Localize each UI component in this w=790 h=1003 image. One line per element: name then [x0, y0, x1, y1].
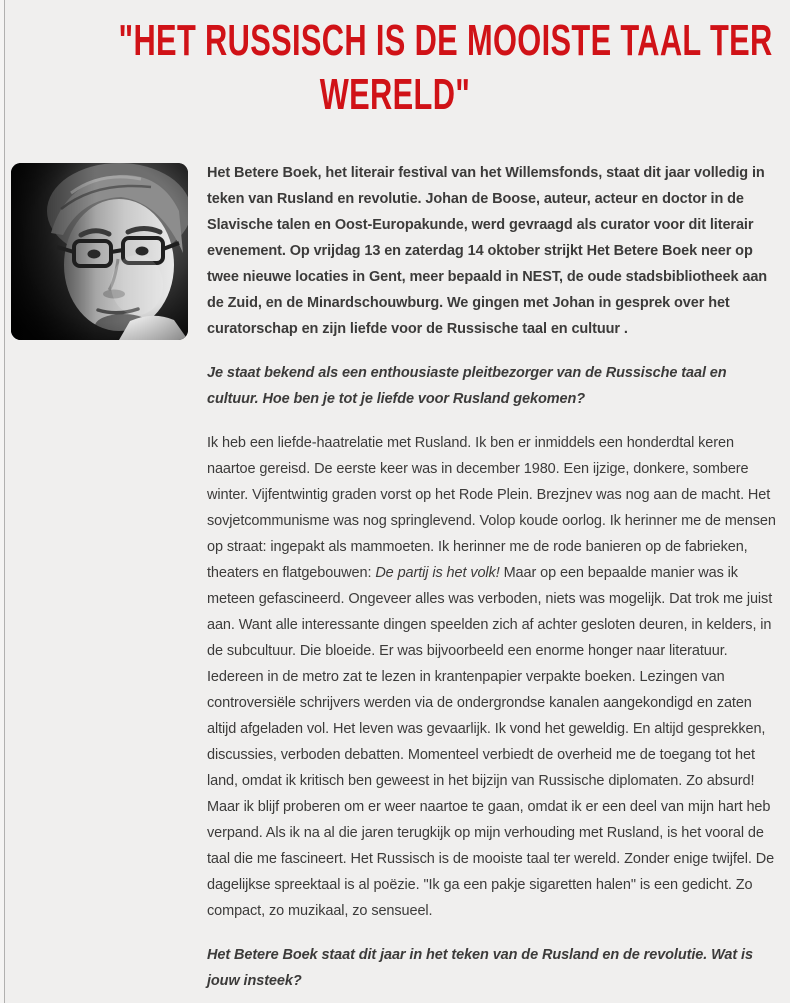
page-title-line-1: "HET RUSSISCH IS DE MOOISTE TAAL TER — [118, 16, 773, 65]
page-edge-line — [4, 0, 5, 1003]
intro-paragraph: Het Betere Boek, het literair festival van het Willemsfonds, staat dit jaar volledig in teken van Rusland en revolutie. Johan de Boose, auteur, acteur en doctor in de Slavische talen en Oost-Europakunde, werd gevraagd als curator voor dit literair evenement. Op vrijdag 13 en zaterdag 14 oktober strijkt Het Betere Boek neer op twee nieuwe locaties in Gent, meer bepaald in NEST, de oude stadsbibliotheek aan de Zuid, en de Minardschouwburg. We gingen met Johan in gesprek over het curatorschap en zijn liefde voor de Russische taal en cultuur . — [207, 165, 768, 337]
article-body — [207, 160, 777, 994]
page-title-line-2: WERELD" — [319, 70, 471, 119]
question-paragraph-2: Het Betere Boek staat dit jaar in het teken van de Rusland en de revolutie. Wat is jouw insteek? — [207, 947, 753, 989]
portrait-illustration — [11, 163, 188, 340]
answer-paragraph: Ik heb een liefde-haatrelatie met Rusland. Ik ben er inmiddels een honderdtal keren naartoe gereisd. De eerste keer was in december 1980. Een ijzige, donkere, sombere winter. Vijfentwintig graden vorst op het Rode Plein. Brezjnev was nog aan de macht. Het sovjetcommunisme was nog springlevend. Volop koude oorlog. Ik herinner me de mensen op straat: ingepakt als mammoeten. Ik herinner me de rode banieren op de fabrieken, theaters en flatgebouwen: De partij is het volk! Maar op een bepaalde manier was ik meteen gefascineerd. Ongeveer alles was verboden, niets was mogelijk. Dat trok me juist aan. Want alle interessante dingen speelden zich af achter gesloten deuren, in kelders, in de subcultuur. Die bloeide. Er was bijvoorbeeld een enorme honger naar literatuur. Iedereen in de metro zat te lezen in krantenpapier verpakte boeken. Lezingen van controversiële schrijvers werden via de ondergrondse kanalen aangekondigd en zaten altijd afgeladen vol. Het leven was gevaarlijk. Ik vond het geweldig. En altijd gesprekken, discussies, verboden debatten. Momenteel verbiedt de overheid me de toegang tot het land, omdat ik kritisch ben geweest in het bijzijn van Russische diplomaten. Zo absurd! Maar ik blijf proberen om er weer naartoe te gaan, omdat ik er een deel van mijn hart heb verpand. Als ik na al die jaren terugkijk op mijn verhouding met Rusland, is het vooral de taal die me fascineert. Het Russisch is de mooiste taal ter wereld. Zonder enige twijfel. De dagelijkse spreektaal is al poëzie. "Ik ga een pakje sigaretten halen" is een gedicht. Zo compact, zo muzikaal, zo sensueel. — [207, 435, 776, 919]
page-title — [118, 0, 773, 122]
portrait-photo — [11, 163, 188, 340]
question-paragraph-1: Je staat bekend als een enthousiaste pleitbezorger van de Russische taal en cultuur. Hoe ben je tot je liefde voor Rusland gekomen? — [207, 365, 727, 407]
